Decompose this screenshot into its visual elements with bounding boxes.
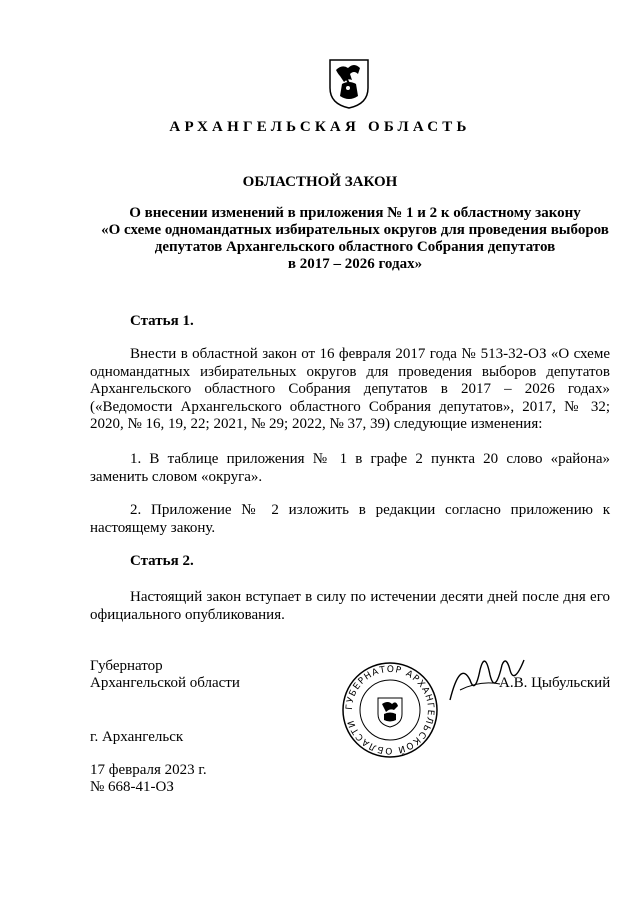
svg-text:ГУБЕРНАТОР АРХАНГЕЛЬСКОЙ ОБЛАС <box>345 665 435 756</box>
signer-position-line: Архангельской области <box>90 675 240 691</box>
article-2-heading: Статья 2. <box>130 553 194 569</box>
law-title-line: в 2017 – 2026 годах» <box>287 256 423 272</box>
signer-name: А.В. Цыбульский <box>499 675 611 691</box>
issue-date: 17 февраля 2023 г. <box>90 762 207 778</box>
seal-text: ГУБЕРНАТОР АРХАНГЕЛЬСКОЙ ОБЛАСТИ <box>344 664 436 756</box>
article-1-heading: Статья 1. <box>130 313 194 329</box>
law-number: № 668-41-ОЗ <box>90 779 174 795</box>
law-type: ОБЛАСТНОЙ ЗАКОН <box>242 174 398 190</box>
law-title-line: депутатов Архангельского областного Собрания депутатов <box>154 239 556 255</box>
signer-position <box>90 658 240 692</box>
law-title-line: О внесении изменений в приложения № 1 и 2 к областному закону <box>129 205 581 221</box>
region-title: АРХАНГЕЛЬСКАЯ ОБЛАСТЬ <box>169 119 471 135</box>
article-2-text: Настоящий закон вступает в силу по истечении десяти дней после дня его официального опубликования. <box>90 589 610 623</box>
law-title-line: «О схеме одномандатных избирательных округов для проведения выборов <box>101 222 609 238</box>
official-seal-icon <box>340 660 440 760</box>
issue-details <box>90 762 207 796</box>
article-1-item-1: 1. В таблице приложения № 1 в графе 2 пункта 20 слово «района» заменить словом «округа». <box>90 451 610 485</box>
article-1-item-2: 2. Приложение № 2 изложить в редакции согласно приложению к настоящему закону. <box>90 502 610 536</box>
issue-place: г. Архангельск <box>90 729 184 745</box>
coat-of-arms-icon <box>328 58 370 110</box>
article-1-intro: Внести в областной закон от 16 февраля 2017 года № 513-32-ОЗ «О схеме одномандатных избирательных округов для проведения выборов депутатов Архангельского областного Собрания депутатов в 2017 – 2026 годах» («Ведомости Архангельского областного Собрания депутатов», 2017, № 32; 2020, № 16, 19, 22; 2021, № 29; 2022, № 37, 39) следующие изменения: <box>90 346 610 432</box>
signer-position-line: Губернатор <box>90 658 163 674</box>
law-title <box>70 205 640 273</box>
